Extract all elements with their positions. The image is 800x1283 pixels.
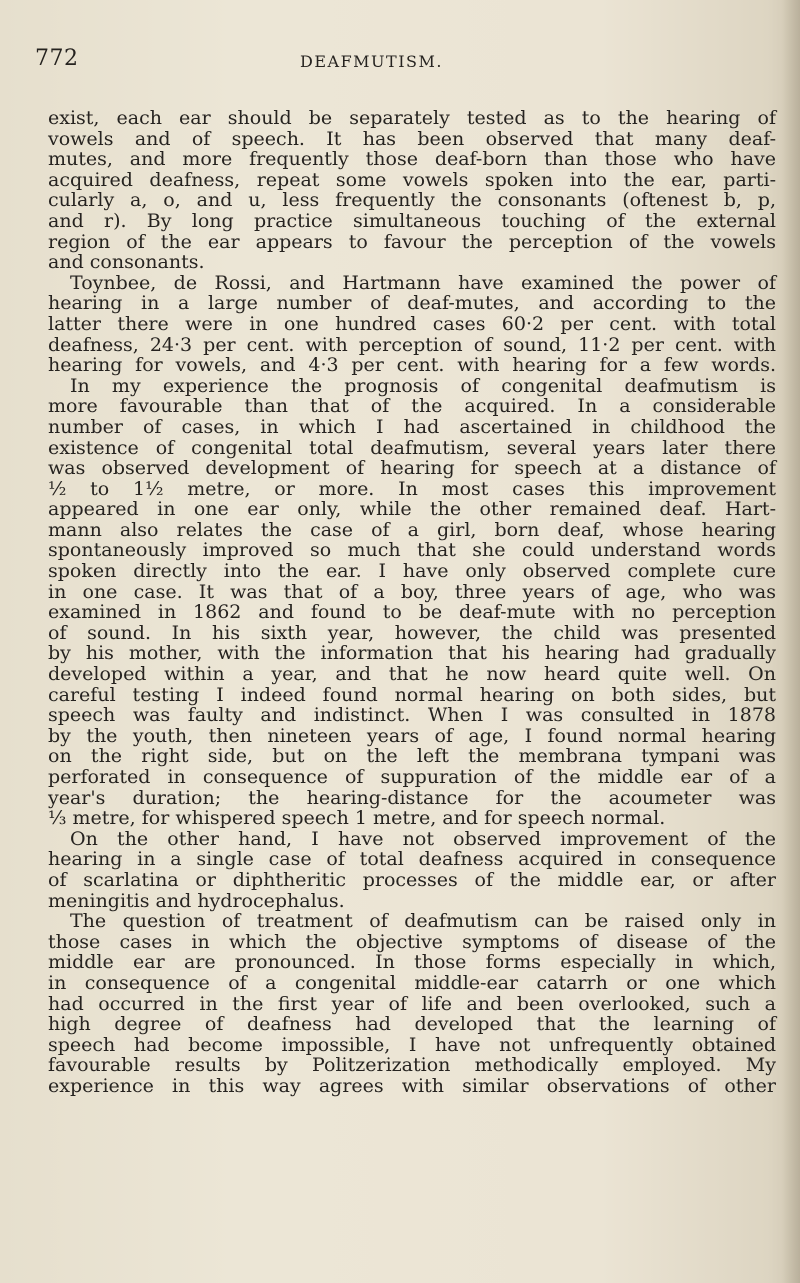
running-title: DEAFMUTISM. <box>300 52 443 71</box>
text-line: acquired deafness, repeat some vowels spoken into the ear, parti- <box>48 168 776 191</box>
text-line: The question of treatment of deafmutism can be raised only in <box>70 910 776 933</box>
text-line: those cases in which the objective symptoms of disease of the <box>48 930 776 953</box>
text-line: deafness, 24·3 per cent. with perception of sound, 11·2 per cent. with <box>48 333 776 356</box>
text-line: careful testing I indeed found normal hearing on both sides, but <box>48 683 776 706</box>
text-line: speech had become impossible, I have not unfrequently obtained <box>48 1033 776 1056</box>
text-line: spontaneously improved so much that she could understand words <box>48 539 776 562</box>
text-line: mann also relates the case of a girl, born deaf, whose hearing <box>48 518 776 541</box>
text-line: number of cases, in which I had ascertained in childhood the <box>48 415 776 438</box>
text-line: experience in this way agrees with similar observations of other <box>48 1074 776 1097</box>
text-line: ½ to 1½ metre, or more. In most cases this improvement <box>48 477 776 500</box>
text-line: existence of congenital total deafmutism, several years later there <box>48 436 776 459</box>
text-line: hearing for vowels, and 4·3 per cent. with hearing for a few words. <box>48 354 776 377</box>
text-line: in consequence of a congenital middle-ear catarrh or one which <box>48 971 776 994</box>
text-line: year's duration; the hearing-distance for the acoumeter was <box>48 786 776 809</box>
text-line: latter there were in one hundred cases 60·2 per cent. with total <box>48 312 776 335</box>
text-line: of scarlatina or diphtheritic processes of the middle ear, or after <box>48 868 776 891</box>
text-line: hearing in a large number of deaf-mutes, and according to the <box>48 292 776 315</box>
text-line: exist, each ear should be separately tested as to the hearing of <box>48 107 776 129</box>
text-line: favourable results by Politzerization methodically employed. My <box>48 1054 776 1077</box>
text-line: had occurred in the first year of life and been overlooked, such a <box>48 992 776 1015</box>
text-line: developed within a year, and that he now heard quite well. On <box>48 663 776 686</box>
text-line: vowels and of speech. It has been observed that many deaf- <box>48 127 776 150</box>
text-line: middle ear are pronounced. In those forms especially in which, <box>48 951 776 974</box>
text-line: mutes, and more frequently those deaf-born than those who have <box>48 148 776 171</box>
text-line: in one case. It was that of a boy, three years of age, who was <box>48 580 776 603</box>
text-line: hearing in a single case of total deafness acquired in consequence <box>48 848 776 871</box>
text-line: ⅓ metre, for whispered speech 1 metre, and for speech normal. <box>48 807 666 830</box>
text-line: region of the ear appears to favour the perception of the vowels <box>48 230 776 253</box>
text-line: on the right side, but on the left the membrana tympani was <box>48 745 776 768</box>
text-line: perforated in consequence of suppuration of the middle ear of a <box>48 766 776 788</box>
body-text <box>48 108 776 1097</box>
text-line: In my experience the prognosis of congenital deafmutism is <box>70 374 776 397</box>
text-line: high degree of deafness had developed that the learning of <box>48 1013 776 1036</box>
text-line: cularly a, o, and u, less frequently the consonants (oftenest b, p, <box>48 189 776 212</box>
text-line: Toynbee, de Rossi, and Hartmann have examined the power of <box>70 271 776 294</box>
text-line: spoken directly into the ear. I have only observed complete cure <box>48 560 776 583</box>
text-line: and consonants. <box>48 251 205 274</box>
text-line: speech was faulty and indistinct. When I was consulted in 1878 <box>48 704 776 727</box>
text-line: was observed development of hearing for speech at a distance of <box>48 457 776 480</box>
text-line: and r). By long practice simultaneous touching of the external <box>48 209 776 232</box>
text-line: meningitis and hydrocephalus. <box>48 889 345 912</box>
text-line: by the youth, then nineteen years of age, I found normal hearing <box>48 724 776 747</box>
text-line: On the other hand, I have not observed improvement of the <box>70 827 776 850</box>
text-line: more favourable than that of the acquired. In a considerable <box>48 395 776 418</box>
text-line: by his mother, with the information that his hearing had gradually <box>48 642 776 665</box>
text-line: of sound. In his sixth year, however, the child was presented <box>48 621 776 644</box>
page-number: 772 <box>35 46 79 71</box>
page-edge-shadow <box>782 0 800 1283</box>
text-line: appeared in one ear only, while the other remained deaf. Hart- <box>48 498 776 521</box>
text-line: examined in 1862 and found to be deaf-mute with no perception <box>48 601 776 624</box>
